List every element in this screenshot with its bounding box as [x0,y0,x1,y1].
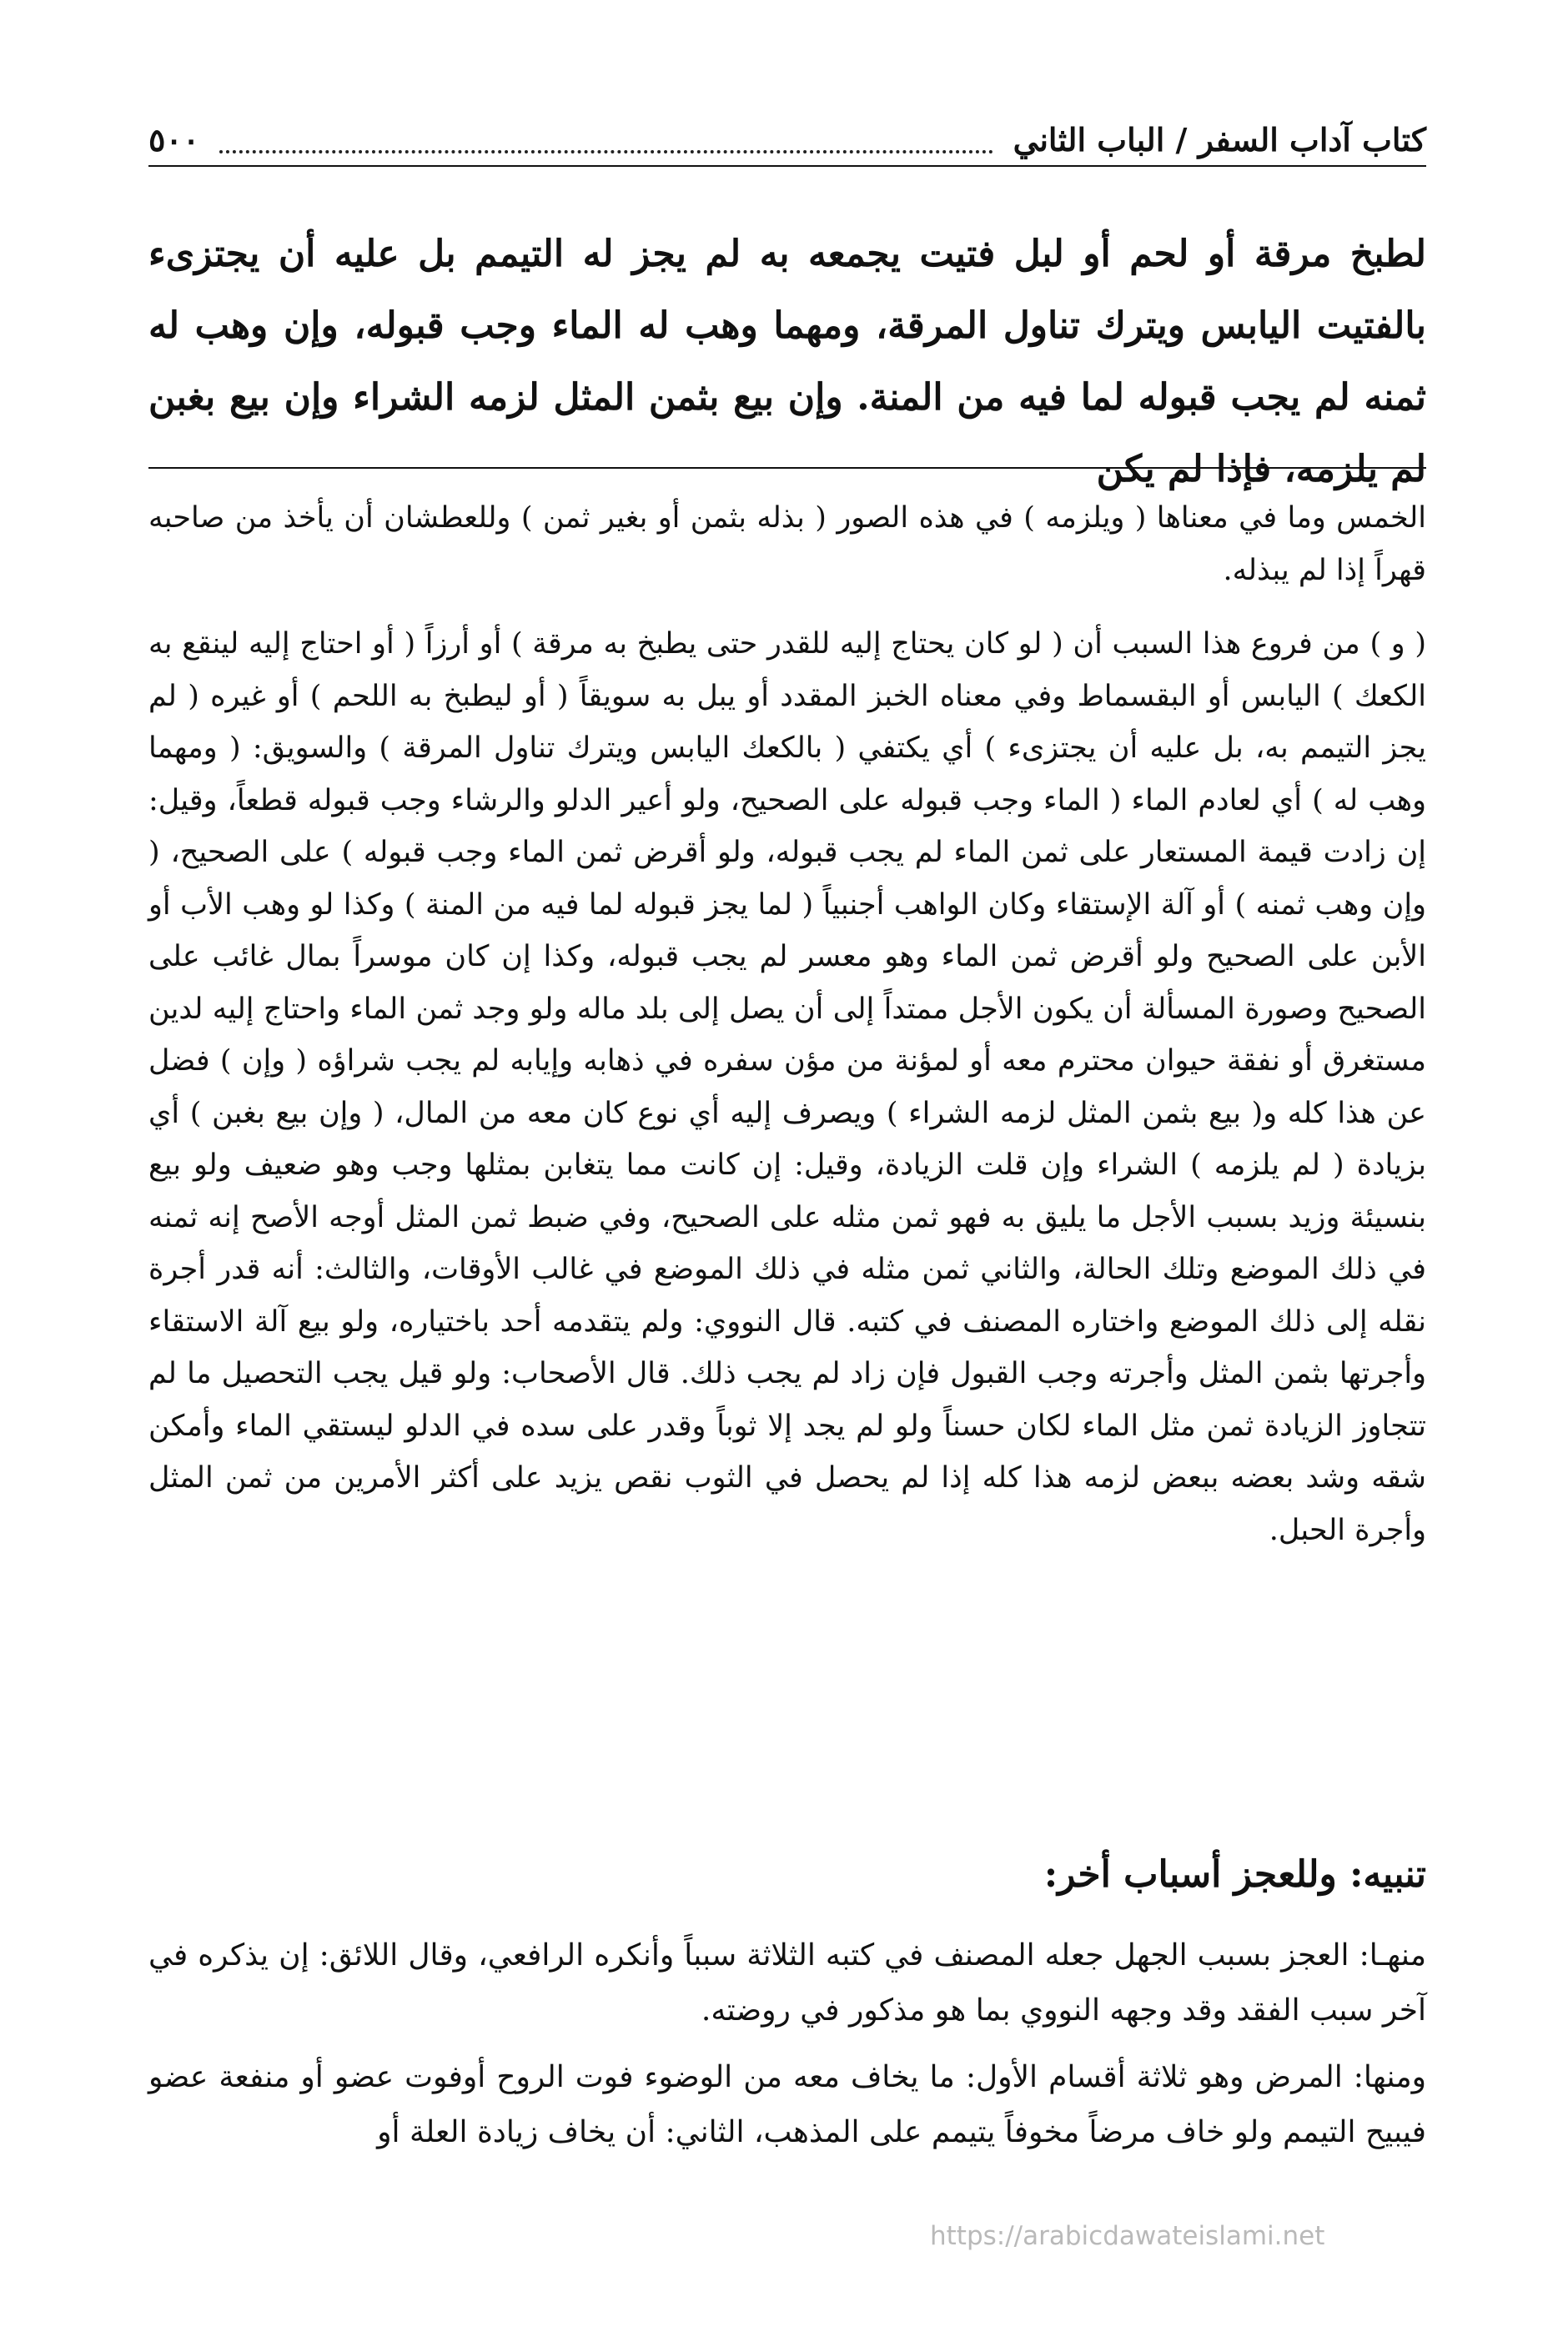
running-header [148,115,1426,167]
notice-paragraph-2: ومنها: المرض وهو ثلاثة أقسام الأول: ما يخاف معه من الوضوء فوت الروح أوفوت عضو أو منفعة عضو فيبيح التيمم ولو خاف مرضاً مخوفاً يتيمم على المذهب، الثاني: أن يخاف زيادة العلة أو [148,2060,1426,2149]
notice-paragraph-1: منهـا: العجز بسبب الجهل جعله المصنف في كتبه الثلاثة سبباً وأنكره الرافعي، وقال اللائق: إن يذكره في آخر سبب الفقد وقد وجهه النووي بما هو مذكور في روضته. [148,1938,1426,2028]
main-paragraph: لطبخ مرقة أو لحم أو لبل فتيت يجمعه به لم يجز له التيمم بل عليه أن يجتزىء بالفتيت اليابس ويترك تناول المرقة، ومهما وهب له الماء وجب قبوله، وإن وهب له ثمنه لم يجب قبوله لما فيه من المنة. وإن بيع بثمن المثل لزمه الشراء وإن بيع بغبن لم يلزمه، فإذا لم يكن [148,233,1426,490]
notice-heading: تنبيه: وللعجز أسباب أخر: [1043,1853,1426,1896]
commentary-block [148,492,1426,1578]
page-number: ٥٠٠ [148,121,200,158]
commentary-paragraph-2: ( و ) من فروع هذا السبب أن ( لو كان يحتاج إليه للقدر حتى يطبخ به مرقة ) أو أرزاً ( أو احتاج إليه لينقع به الكعك ) اليابس أو البقسماط وفي معناه الخبز المقدد أو يبل به سويقاً ( أو ليطبخ به اللحم ) أو غيره ( لم يجز التيمم به، بل عليه أن يجتزىء ) أي يكتفي ( بالكعك اليابس ويترك تناول المرقة ) والسويق: ( ومهما وهب له ) أي لعادم الماء ( الماء وجب قبوله على الصحيح، ولو أعير الدلو والرشاء وجب قبوله قطعاً، وقيل: إن زادت قيمة المستعار على ثمن الماء لم يجب قبوله، ولو أقرض ثمن الماء وجب قبوله ) على الصحيح، ( وإن وهب ثمنه ) أو آلة الإستقاء وكان الواهب أجنبياً ( لما يجز قبوله لما فيه من المنة ) وكذا لو وهب الأب أو الأبن على الصحيح ولو أقرض ثمن الماء وهو معسر لم يجب قبوله، وكذا إن كان موسراً بمال غائب على الصحيح وصورة المسألة أن يكون الأجل ممتداً إلى أن يصل إلى بلد ماله ولو وجد ثمن الماء واحتاج إليه لدين مستغرق أو نفقة حيوان محترم معه أو لمؤنة من مؤن سفره في ذهابه وإيابه لم يجب شراؤه ( وإن ) فضل عن هذا كله و( بيع بثمن المثل لزمه الشراء ) ويصرف إليه أي نوع كان معه من المال، ( وإن بيع بغبن ) أي بزيادة ( لم يلزمه ) الشراء وإن قلت الزيادة، وقيل: إن كانت مما يتغابن بمثلها وجب وهو ضعيف ولو بيع بنسيئة وزيد بسبب الأجل ما يليق به فهو ثمن مثله على الصحيح، وفي ضبط ثمن المثل أوجه الأصح إنه ثمنه في ذلك الموضع وتلك الحالة، والثاني ثمن مثله في ذلك الموضع في غالب الأوقات، والثالث: أنه قدر أجرة نقله إلى ذلك الموضع واختاره المصنف في كتبه. قال النووي: ولم يتقدمه أحد باختياره، ولو بيع آلة الاستقاء وأجرتها بثمن المثل وأجرته وجب القبول فإن زاد لم يجب ذلك. قال الأصحاب: ولو قيل يجب التحصيل ما لم تتجاوز الزيادة ثمن مثل الماء لكان حسناً ولو لم يجد إلا ثوباً وقدر على سده في الدلو ليستقي الماء وأمكن شقه وشد بعضه ببعض لزمه هذا كله إذا لم يحصل في الثوب نقص يزيد على أكثر الأمرين من ثمن المثل وأجرة الحبل. [148,627,1426,1547]
chapter-title: كتاب آداب السفر / الباب الثاني [1013,121,1426,158]
separator-rule [148,467,1426,469]
main-text-block [148,219,1426,505]
header-dot-leader [219,149,993,153]
commentary-paragraph-1: الخمس وما في معناها ( ويلزمه ) في هذه الصور ( بذله بثمن أو بغير ثمن ) وللعطشان أن يأخذ من صاحبه قهراً إذا لم يبذله. [148,501,1426,587]
watermark-url: https://arabicdawateislami.net [930,2221,1325,2251]
notice-body [148,1928,1426,2172]
